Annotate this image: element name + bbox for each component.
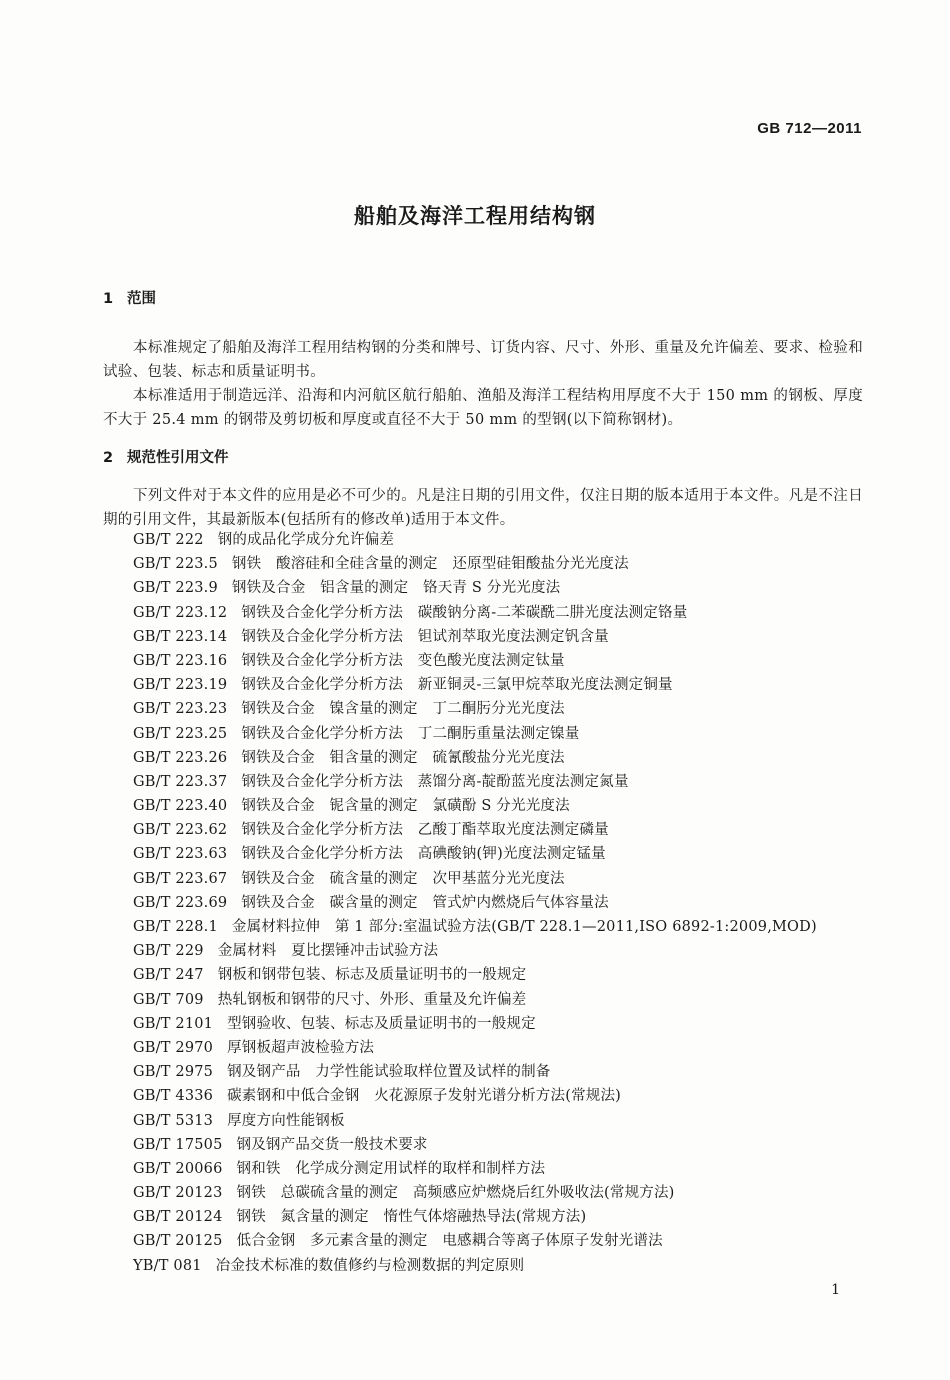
- reference-title: 厚钢板超声波检验方法: [227, 1039, 375, 1056]
- reference-title: 冶金技术标准的数值修约与检测数据的判定原则: [215, 1257, 525, 1274]
- reference-code: GB/T 2975: [133, 1064, 214, 1081]
- reference-title: 钢铁及合金 碳含量的测定 管式炉内燃烧后气体容量法: [241, 894, 609, 911]
- reference-title: 钢铁及合金化学分析方法 蒸馏分离-靛酚蓝光度法测定氮量: [241, 773, 629, 790]
- reference-item: [133, 770, 873, 794]
- reference-item: [133, 1254, 873, 1278]
- reference-item: [133, 576, 873, 600]
- section-2-heading: [103, 446, 229, 467]
- reference-title: 钢铁及合金化学分析方法 新亚铜灵-三氯甲烷萃取光度法测定铜量: [241, 677, 673, 694]
- reference-code: GB/T 4336: [133, 1088, 214, 1105]
- reference-code: GB/T 20124: [133, 1209, 223, 1226]
- reference-code: GB/T 20125: [133, 1233, 223, 1250]
- reference-title: 钢铁及合金化学分析方法 钽试剂萃取光度法测定钒含量: [241, 628, 609, 645]
- reference-item: [133, 915, 873, 939]
- standard-code: GB 712—2011: [757, 120, 862, 137]
- reference-title: 钢铁及合金 铝含量的测定 铬天青 S 分光光度法: [231, 580, 561, 597]
- reference-title: 钢铁及合金 硫含量的测定 次甲基蓝分光光度法: [241, 870, 565, 887]
- reference-item: [133, 1181, 873, 1205]
- reference-code: GB/T 223.9: [133, 580, 218, 597]
- reference-item: [133, 552, 873, 576]
- reference-code: GB/T 709: [133, 991, 204, 1008]
- reference-code: GB/T 223.19: [133, 677, 228, 694]
- reference-code: GB/T 223.14: [133, 628, 228, 645]
- scope-paragraph-1: 本标准规定了船舶及海洋工程用结构钢的分类和牌号、订货内容、尺寸、外形、重量及允许偏差、要求、检验和试验、包装、标志和质量证明书。: [103, 340, 863, 380]
- section-2-number: 2: [103, 450, 114, 466]
- reference-title: 钢铁及合金 镍含量的测定 丁二酮肟分光光度法: [241, 701, 565, 718]
- reference-item: [133, 1205, 873, 1229]
- reference-code: YB/T 081: [133, 1257, 202, 1274]
- reference-item: [133, 842, 873, 866]
- reference-item: [133, 891, 873, 915]
- reference-title: 钢铁 总碳硫含量的测定 高频感应炉燃烧后红外吸收法(常规方法): [236, 1185, 675, 1202]
- reference-title: 钢的成品化学成分允许偏差: [217, 532, 395, 548]
- reference-title: 钢铁及合金 铌含量的测定 氯磺酚 S 分光光度法: [241, 798, 570, 815]
- reference-code: GB/T 228.1: [133, 919, 218, 935]
- reference-item: [133, 1084, 873, 1108]
- reference-item: [133, 722, 873, 746]
- section-2-title: 规范性引用文件: [127, 450, 229, 466]
- reference-title: 钢及钢产品 力学性能试验取样位置及试样的制备: [227, 1064, 551, 1081]
- section-1-heading: [103, 287, 156, 308]
- reference-code: GB/T 5313: [133, 1112, 214, 1129]
- reference-code: GB/T 223.23: [133, 701, 228, 718]
- reference-code: GB/T 223.69: [133, 894, 228, 911]
- reference-title: 热轧钢板和钢带的尺寸、外形、重量及允许偏差: [217, 991, 527, 1008]
- reference-title: 钢板和钢带包装、标志及质量证明书的一般规定: [217, 967, 527, 984]
- reference-item: [133, 528, 873, 552]
- reference-title: 型钢验收、包装、标志及质量证明书的一般规定: [227, 1015, 536, 1032]
- reference-title: 钢铁 氮含量的测定 惰性气体熔融热导法(常规方法): [236, 1209, 587, 1226]
- reference-title: 钢铁及合金化学分析方法 碳酸钠分离-二苯碳酰二肼光度法测定铬量: [241, 604, 688, 621]
- reference-code: GB/T 223.25: [133, 725, 228, 742]
- reference-item: [133, 867, 873, 891]
- reference-item: [133, 1060, 873, 1084]
- reference-title: 钢铁及合金化学分析方法 乙酸丁酯萃取光度法测定磷量: [241, 822, 609, 839]
- reference-title: 钢铁 酸溶硅和全硅含量的测定 还原型硅钼酸盐分光光度法: [231, 556, 629, 573]
- reference-title: 碳素钢和中低合金钢 火花源原子发射光谱分析方法(常规法): [227, 1088, 622, 1105]
- reference-item: [133, 939, 873, 963]
- reference-code: GB/T 223.16: [133, 652, 228, 669]
- references-intro: 下列文件对于本文件的应用是必不可少的。凡是注日期的引用文件，仅注日期的版本适用于本文件。凡是不注日期的引用文件，其最新版本(包括所有的修改单)适用于本文件。: [103, 488, 863, 528]
- reference-code: GB/T 223.62: [133, 822, 228, 839]
- reference-item: [133, 1157, 873, 1181]
- scope-paragraph-2: 本标准适用于制造远洋、沿海和内河航区航行船舶、渔船及海洋工程结构用厚度不大于 150 mm 的钢板、厚度不大于 25.4 mm 的钢带及剪切板和厚度或直径不大于 50 mm 的型钢(以下简称钢材)。: [103, 388, 863, 428]
- reference-title: 金属材料拉伸 第 1 部分:室温试验方法(GB/T 228.1—2011,ISO 6892-1:2009,MOD): [231, 919, 817, 935]
- reference-code: GB/T 223.37: [133, 773, 228, 790]
- reference-code: GB/T 17505: [133, 1136, 223, 1153]
- reference-item: [133, 746, 873, 770]
- reference-code: GB/T 2970: [133, 1039, 214, 1056]
- reference-item: [133, 1133, 873, 1157]
- reference-title: 钢铁及合金化学分析方法 高碘酸钠(钾)光度法测定锰量: [241, 846, 606, 863]
- reference-code: GB/T 223.63: [133, 846, 228, 863]
- reference-title: 厚度方向性能钢板: [227, 1112, 345, 1129]
- reference-item: [133, 794, 873, 818]
- normative-references-list: [133, 528, 873, 1278]
- reference-title: 金属材料 夏比摆锤冲击试验方法: [217, 943, 439, 960]
- reference-item: [133, 1229, 873, 1253]
- reference-item: [133, 988, 873, 1012]
- reference-item: [133, 697, 873, 721]
- reference-item: [133, 601, 873, 625]
- reference-code: GB/T 247: [133, 967, 204, 984]
- reference-item: [133, 1109, 873, 1133]
- reference-code: GB/T 223.26: [133, 749, 228, 766]
- section-1-number: 1: [103, 291, 114, 307]
- reference-code: GB/T 2101: [133, 1015, 214, 1032]
- reference-code: GB/T 229: [133, 943, 204, 960]
- reference-code: GB/T 223.67: [133, 870, 228, 887]
- reference-item: [133, 625, 873, 649]
- reference-item: [133, 818, 873, 842]
- reference-code: GB/T 222: [133, 532, 204, 548]
- reference-title: 钢铁及合金化学分析方法 变色酸光度法测定钛量: [241, 652, 565, 669]
- reference-item: [133, 673, 873, 697]
- reference-title: 钢和铁 化学成分测定用试样的取样和制样方法: [236, 1160, 546, 1177]
- reference-title: 钢铁及合金化学分析方法 丁二酮肟重量法测定镍量: [241, 725, 580, 742]
- section-1-title: 范围: [127, 291, 156, 307]
- reference-code: GB/T 223.12: [133, 604, 228, 621]
- document-title: 船舶及海洋工程用结构钢: [354, 204, 596, 228]
- reference-title: 低合金钢 多元素含量的测定 电感耦合等离子体原子发射光谱法: [236, 1233, 663, 1250]
- reference-title: 钢及钢产品交货一般技术要求: [236, 1136, 428, 1153]
- reference-code: GB/T 223.40: [133, 798, 228, 815]
- reference-item: [133, 963, 873, 987]
- reference-code: GB/T 20123: [133, 1185, 223, 1202]
- reference-item: [133, 1012, 873, 1036]
- reference-code: GB/T 20066: [133, 1160, 223, 1177]
- page-number: 1: [831, 1282, 840, 1298]
- reference-item: [133, 1036, 873, 1060]
- reference-code: GB/T 223.5: [133, 556, 218, 573]
- reference-title: 钢铁及合金 钼含量的测定 硫氰酸盐分光光度法: [241, 749, 565, 766]
- reference-item: [133, 649, 873, 673]
